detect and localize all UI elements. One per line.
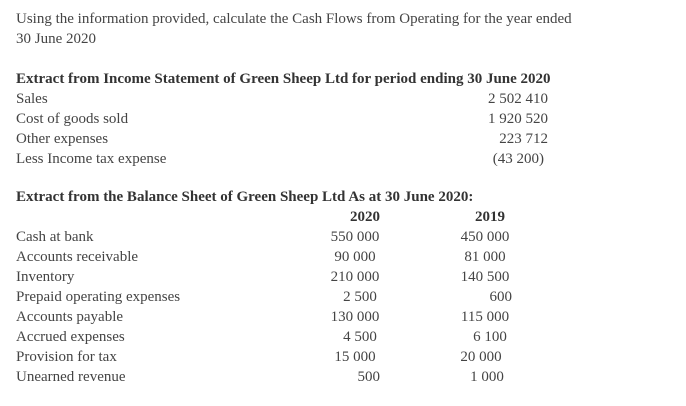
income-value-sales: 2 502 410 (488, 91, 548, 107)
balance-col-2019-header: 2019 (475, 209, 505, 225)
balance-2019-inventory: 140 500 (460, 269, 510, 285)
balance-2019-unearned: 1 000 (470, 369, 504, 385)
balance-2020-unearned: 500 (357, 369, 380, 385)
balance-2019-cash: 450 000 (460, 229, 510, 245)
balance-2019-tax-provision: 20 000 (460, 349, 502, 365)
balance-label-prepaid: Prepaid operating expenses (16, 289, 181, 305)
balance-label-payables: Accounts payable (16, 309, 124, 325)
balance-2020-prepaid: 2 500 (343, 289, 377, 305)
balance-label-receivables: Accounts receivable (16, 249, 139, 265)
balance-2019-accrued: 6 100 (473, 329, 507, 345)
balance-2020-cash: 550 000 (330, 229, 380, 245)
balance-label-cash: Cash at bank (16, 229, 94, 245)
income-label-tax-expense: Less Income tax expense (16, 151, 167, 167)
balance-2020-tax-provision: 15 000 (334, 349, 376, 365)
balance-2020-receivables: 90 000 (334, 249, 376, 265)
balance-2020-accrued: 4 500 (343, 329, 377, 345)
balance-col-2020-header: 2020 (350, 209, 380, 225)
income-statement-heading: Extract from Income Statement of Green Sheep Ltd for period ending 30 June 2020 (16, 71, 551, 87)
balance-label-accrued: Accrued expenses (16, 329, 125, 345)
balance-sheet-heading: Extract from the Balance Sheet of Green Sheep Ltd As at 30 June 2020: (16, 189, 474, 205)
income-value-tax-expense: (43 200) (492, 151, 544, 167)
instructions-line-2: 30 June 2020 (16, 31, 96, 47)
income-value-cogs: 1 920 520 (488, 111, 548, 127)
balance-2019-prepaid: 600 (489, 289, 512, 305)
balance-label-inventory: Inventory (16, 269, 75, 285)
income-label-cogs: Cost of goods sold (16, 111, 129, 127)
income-value-other-expenses: 223 712 (499, 131, 548, 147)
balance-label-tax-provision: Provision for tax (16, 349, 117, 365)
balance-2020-payables: 130 000 (330, 309, 380, 325)
balance-label-unearned: Unearned revenue (16, 369, 126, 385)
instructions-line-1: Using the information provided, calculate the Cash Flows from Operating for the year ended (16, 11, 572, 27)
balance-2019-payables: 115 000 (460, 309, 510, 325)
income-label-sales: Sales (16, 91, 48, 107)
balance-2020-inventory: 210 000 (330, 269, 380, 285)
income-label-other-expenses: Other expenses (16, 131, 109, 147)
balance-2019-receivables: 81 000 (464, 249, 506, 265)
